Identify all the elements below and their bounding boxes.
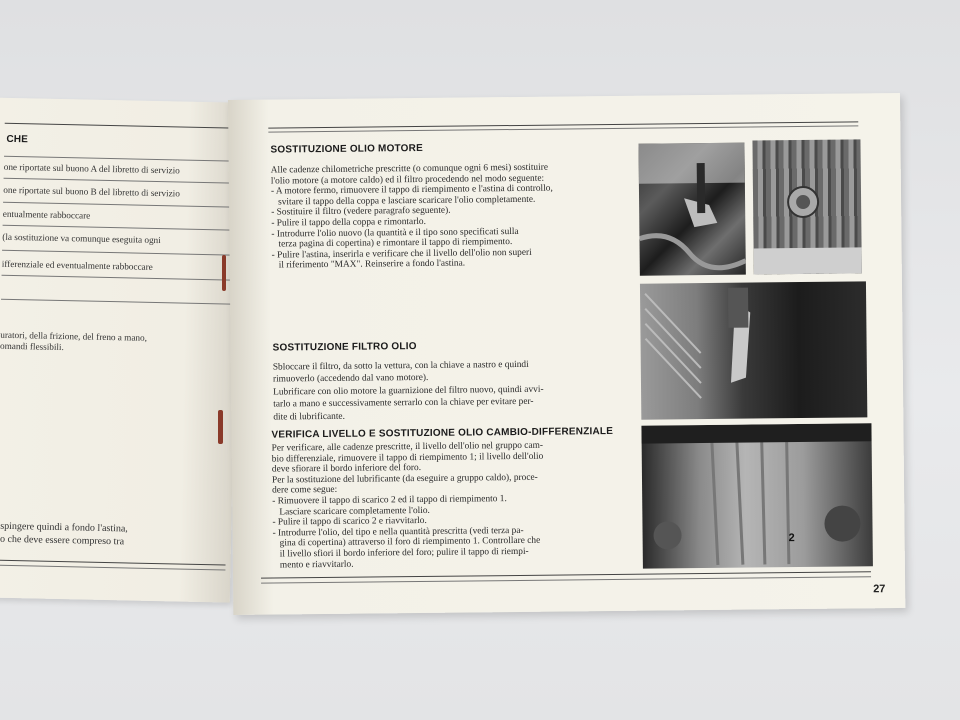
table-rule [3, 202, 233, 208]
bottom-text-line: o che deve essere compreso tra [0, 533, 125, 548]
body-line: Lasciare scaricare completamente l'olio. [279, 505, 430, 518]
body-line: Per la sostituzione del lubrificante (da eseguire a gruppo caldo), proce- [271, 472, 538, 486]
photo-callout-label: 2 [788, 532, 795, 545]
section-title-gearbox-oil: VERIFICA LIVELLO E SOSTITUZIONE OLIO CAMBIO-DIFFERENZIALE [271, 425, 614, 441]
body-line: - Introdurre l'olio, del tipo e nella quantità prescritta (vedi terza pa- [272, 525, 524, 539]
table-rule [3, 225, 233, 231]
gearbox-illustration [641, 423, 872, 568]
left-header: CHE [6, 133, 29, 146]
engine-dipstick-photo [638, 143, 745, 276]
body-line: l'olio motore (a motore caldo) ed il filtro procedendo nel modo seguente: [270, 173, 545, 187]
top-rule [5, 123, 235, 129]
body-line: - Introdurre l'olio nuovo (la quantità e il tipo sono specificati sulla [271, 226, 519, 240]
left-page [0, 97, 240, 602]
table-rule [4, 156, 234, 162]
oil-sump-plug-photo [752, 139, 861, 274]
binding-stitch [222, 255, 226, 291]
table-row: ifferenziale ed eventualmente rabboccare [1, 258, 153, 272]
table-rule [2, 275, 232, 281]
page-number: 27 [873, 583, 886, 596]
body-line: gina di copertina) attraverso il foro di riempimento 1. Controllare che [279, 536, 541, 549]
body-line: - Pulire il tappo di scarico 2 e riavvitarlo. [272, 516, 427, 528]
table-row: entualmente rabboccare [2, 208, 91, 221]
section-title-oil-filter: SOSTITUZIONE FILTRO OLIO [272, 341, 417, 354]
section-body-gearbox-oil [272, 441, 545, 571]
body-line: - A motore fermo, rimuovere il tappo di riempimento e l'astina di controllo, [270, 183, 553, 197]
sump-plug-illustration [752, 139, 861, 274]
body-line: - Pulire il tappo della coppa e rimontarlo. [271, 216, 426, 229]
table-row: one riportate sul buono A del libretto di servizio [3, 161, 180, 176]
body-line: dite di lubrificante. [273, 411, 345, 423]
table-row: (la sostituzione va comunque eseguita ogni [2, 231, 161, 246]
section-title-engine-oil: SOSTITUZIONE OLIO MOTORE [270, 142, 423, 156]
right-page [228, 93, 905, 615]
table-row: one riportate sul buono B del libretto di servizio [3, 184, 180, 199]
table-rule [1, 299, 231, 305]
oil-filter-photo [640, 281, 867, 419]
body-line: il riferimento "MAX". Reinserire a fondo l'astina. [278, 258, 466, 271]
table-rule [4, 178, 234, 184]
body-line: il livello sfiori il bordo inferiore del foro; pulire il tappo di riempi- [279, 546, 529, 560]
body-line: rimuoverlo (accedendo dal vano motore). [272, 373, 429, 385]
bottom-text-line: spingere quindi a fondo l'astina, [0, 520, 128, 535]
section-body-oil-filter [273, 359, 544, 424]
body-line: Sbloccare il filtro, da sotto la vettura, con la chiave a nastro e quindi [272, 359, 529, 373]
body-line: svitare il tappo della coppa e lasciare scaricare l'olio completamente. [278, 194, 536, 208]
body-line: - Pulire l'astina, inserirla e verificare che il livello dell'olio non superi [271, 247, 532, 261]
engine-dipstick-illustration [638, 143, 745, 276]
body-line: tarlo a mano e successivamente serrarlo con la chiave per evitare per- [273, 397, 534, 410]
oil-filter-illustration [640, 281, 867, 419]
body-line: Alle cadenze chilometriche prescritte (o comunque ogni 6 mesi) sostituire [270, 162, 549, 176]
body-line: - Rimuovere il tappo di scarico 2 ed il tappo di riempimento 1. [272, 494, 507, 507]
body-line: - Sostituire il filtro (vedere paragrafo seguente). [271, 206, 451, 218]
body-line: dere come segue: [272, 485, 338, 496]
bottom-rule-thin [0, 565, 225, 571]
section-body-engine-oil [271, 163, 554, 272]
body-line: terza pagina di copertina) e rimontare il tappo di riempimento. [278, 237, 513, 250]
body-line: mento e riavvitarlo. [279, 559, 354, 571]
table-row: omandi flessibili. [0, 340, 64, 353]
body-line: Per verificare, alle cadenze prescritte, il livello dell'olio nel gruppo cam- [271, 440, 544, 454]
body-line: deve sfiorare il bordo inferiore del foro. [271, 463, 422, 475]
body-line: Lubrificare con olio motore la guarnizione del filtro nuovo, quindi avvi- [273, 384, 544, 398]
table-row: uratori, della frizione, del freno a mano, [0, 329, 148, 343]
gearbox-photo [641, 423, 872, 568]
body-line: bio differenziale, rimuovere il tappo di riempimento 1; il livello dell'olio [271, 451, 544, 465]
table-rule [2, 250, 232, 256]
binding-stitch [218, 410, 223, 444]
